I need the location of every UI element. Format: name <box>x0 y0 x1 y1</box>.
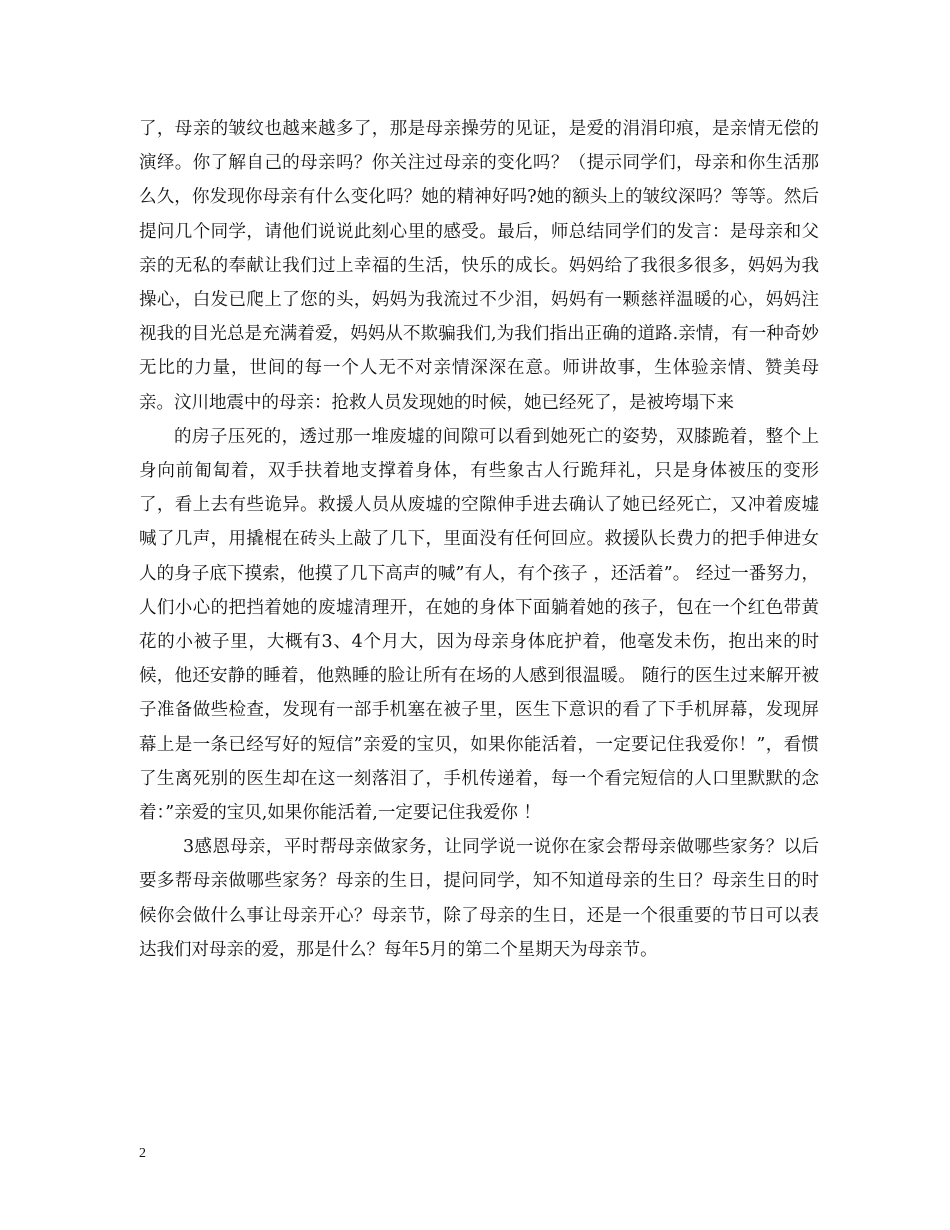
page-number: 2 <box>139 1146 146 1161</box>
document-body <box>139 112 819 967</box>
paragraph-mothers-wrinkles: 了，母亲的皱纹也越来越多了，那是母亲操劳的见证，是爱的涓涓印痕，是亲情无偿的演绎。你了解自己的母亲吗？你关注过母亲的变化吗？（提示同学们，母亲和你生活那么久，你发现你母亲有什么变化吗？她的精神好吗?她的额头上的皱纹深吗？等等。然后提问几个同学，请他们说说此刻心里的感受。最后，师总结同学们的发言：是母亲和父亲的无私的奉献让我们过上幸福的生活，快乐的成长。妈妈给了我很多很多，妈妈为我操心，白发已爬上了您的头，妈妈为我流过不少泪，妈妈有一颗慈祥温暖的心，妈妈注视我的目光总是充满着爱，妈妈从不欺骗我们,为我们指出正确的道路.亲情，有一种奇妙无比的力量，世间的每一个人无不对亲情深深在意。师讲故事，生体验亲情、赞美母亲。汶川地震中的母亲：抢救人员发现她的时候，她已经死了，是被垮塌下来 <box>139 119 819 413</box>
paragraph-gratitude-to-mother: 3感恩母亲，平时帮母亲做家务，让同学说一说你在家会帮母亲做哪些家务？以后要多帮母亲做哪些家务？母亲的生日，提问同学，知不知道母亲的生日？母亲生日的时候你会做什么事让母亲开心？母亲节，除了母亲的生日，还是一个很重要的节日可以表达我们对母亲的爱，那是什么？每年5月的第二个星期天为母亲节。 <box>139 837 819 960</box>
paragraph-earthquake-story: 的房子压死的，透过那一堆废墟的间隙可以看到她死亡的姿势，双膝跪着，整个上身向前匍匐着，双手扶着地支撑着身体，有些象古人行跪拜礼，只是身体被压的变形了，看上去有些诡异。救援人员从废墟的空隙伸手进去确认了她已经死亡，又冲着废墟喊了几声，用撬棍在砖头上敲了几下，里面没有任何回应。救援队长费力的把手伸进女人的身子底下摸索，他摸了几下高声的喊”有人，有个孩子 ，还活着”。 经过一番努力，人们小心的把挡着她的废墟清理开，在她的身体下面躺着她的孩子，包在一个红色带黄花的小被子里，大概有3、4个月大，因为母亲身体庇护着，他毫发未伤，抱出来的时候，他还安静的睡着，他熟睡的脸让所有在场的人感到很温暖。 随行的医生过来解开被子准备做些检查，发现有一部手机塞在被子里，医生下意识的看了下手机屏幕，发现屏幕上是一条已经写好的短信”亲爱的宝贝，如果你能活着，一定要记住我爱你！”，看惯了生离死别的医生却在这一刻落泪了，手机传递着，每一个看完短信的人口里默默的念着：”亲爱的宝贝,如果你能活着,一定要记住我爱你 ！ <box>139 426 819 824</box>
